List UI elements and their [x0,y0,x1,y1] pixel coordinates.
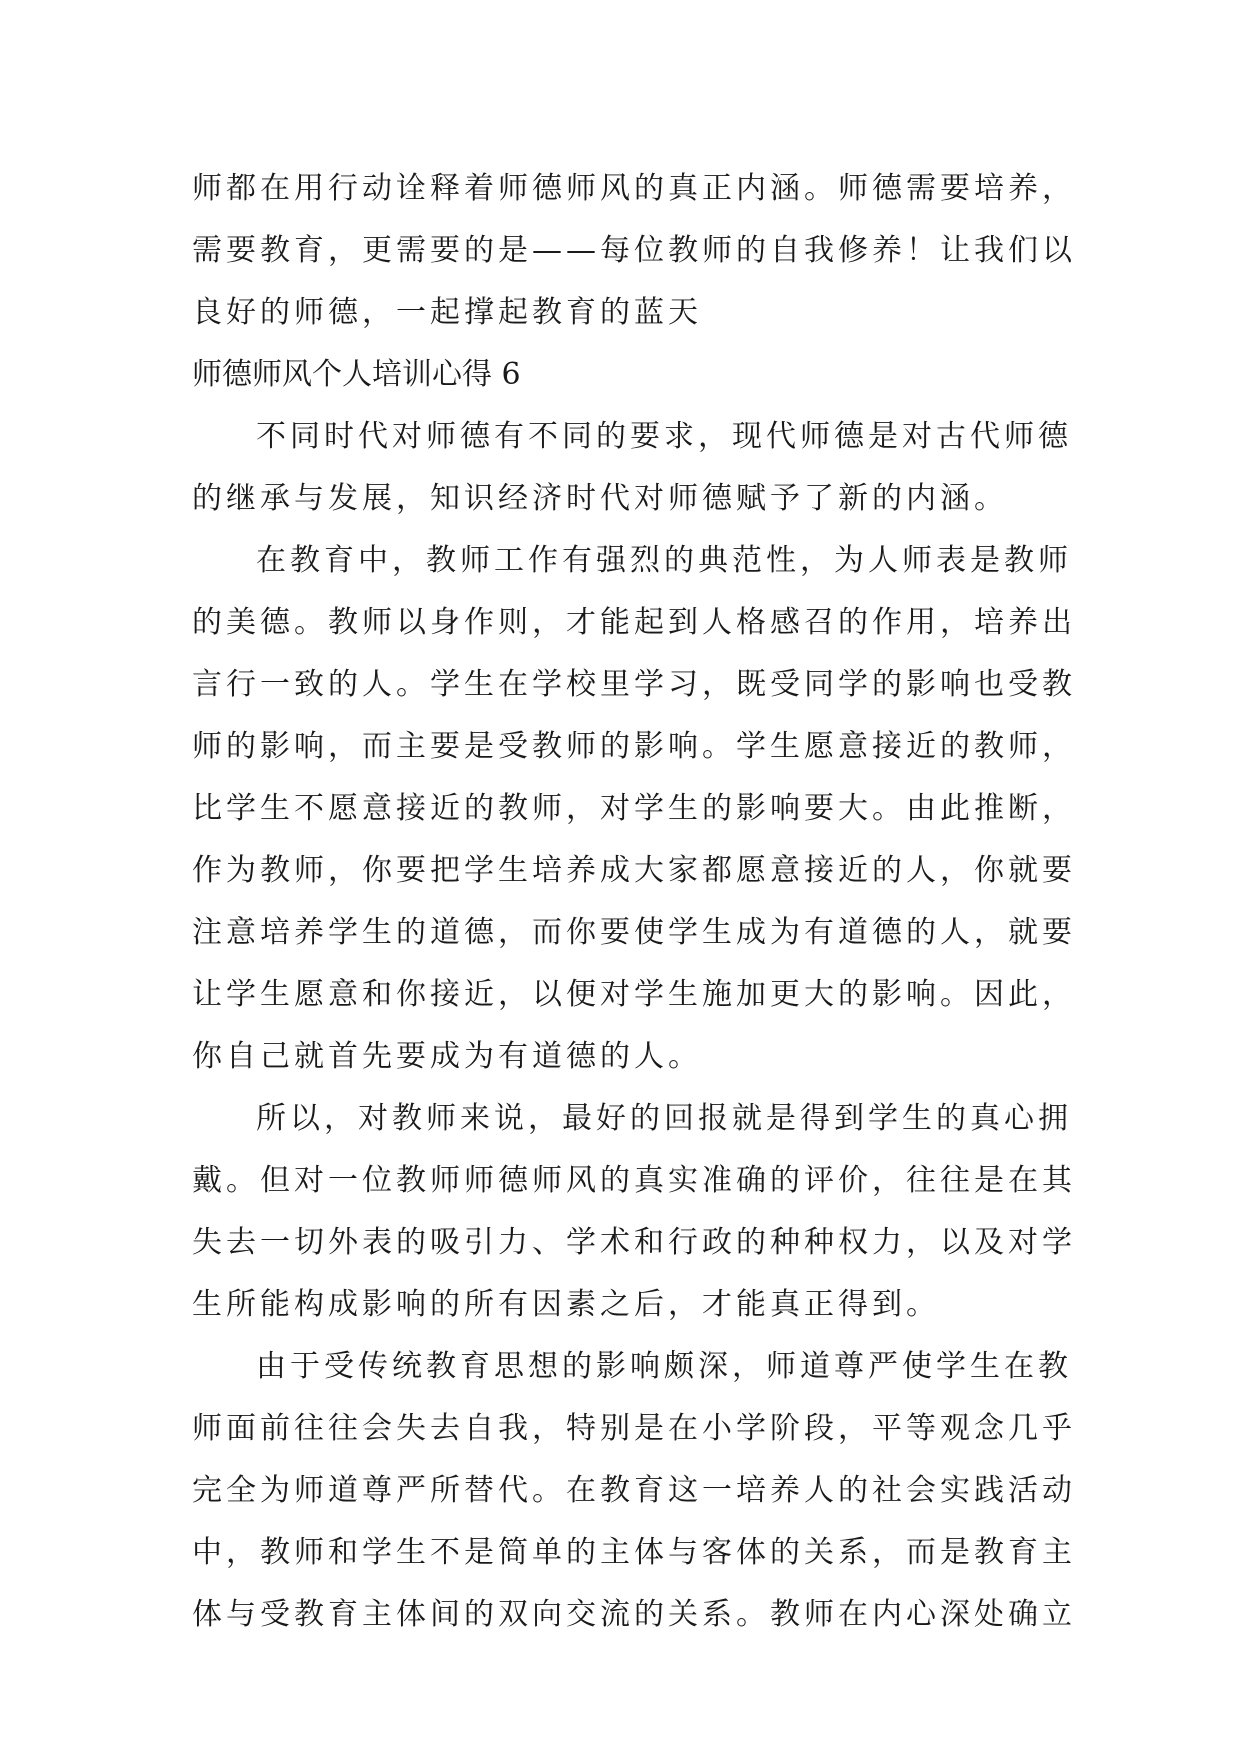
text-line: 作为教师，你要把学生培养成大家都愿意接近的人，你就要 [192,853,1076,888]
text-line: 的继承与发展，知识经济时代对师德赋予了新的内涵。 [192,481,1008,516]
text-line: 师的影响，而主要是受教师的影响。学生愿意接近的教师， [192,729,1076,764]
paragraph-first-line: 不同时代对师德有不同的要求，现代师德是对古代师德 [256,419,1072,454]
text-line: 注意培养学生的道德，而你要使学生成为有道德的人，就要 [192,915,1076,950]
text-line: 让学生愿意和你接近，以便对学生施加更大的影响。因此， [192,977,1076,1012]
text-line: 体与受教育主体间的双向交流的关系。教师在内心深处确立 [192,1597,1076,1632]
paragraph-first-line: 在教育中，教师工作有强烈的典范性，为人师表是教师 [256,543,1072,578]
paragraph-first-line: 由于受传统教育思想的影响颇深，师道尊严使学生在教 [256,1349,1072,1384]
text-line: 比学生不愿意接近的教师，对学生的影响要大。由此推断， [192,791,1076,826]
text-line: 失去一切外表的吸引力、学术和行政的种种权力，以及对学 [192,1225,1076,1260]
text-line: 言行一致的人。学生在学校里学习，既受同学的影响也受教 [192,667,1076,702]
text-line: 完全为师道尊严所替代。在教育这一培养人的社会实践活动 [192,1473,1076,1508]
text-line: 师都在用行动诠释着师德师风的真正内涵。师德需要培养， [192,171,1076,206]
text-line: 良好的师德，一起撑起教育的蓝天 [192,295,702,330]
text-line: 的美德。教师以身作则，才能起到人格感召的作用，培养出 [192,605,1076,640]
text-line: 需要教育，更需要的是——每位教师的自我修养！让我们以 [192,233,1076,268]
paragraph-first-line: 所以，对教师来说，最好的回报就是得到学生的真心拥 [256,1101,1072,1136]
section-heading: 师德师风个人培训心得 6 [192,357,521,392]
text-line: 师面前往往会失去自我，特别是在小学阶段，平等观念几乎 [192,1411,1076,1446]
text-line: 你自己就首先要成为有道德的人。 [192,1039,702,1074]
text-line: 生所能构成影响的所有因素之后，才能真正得到。 [192,1287,940,1322]
text-line: 戴。但对一位教师师德师风的真实准确的评价，往往是在其 [192,1163,1076,1198]
document-body [192,158,1076,1646]
text-line: 中，教师和学生不是简单的主体与客体的关系，而是教育主 [192,1535,1076,1570]
